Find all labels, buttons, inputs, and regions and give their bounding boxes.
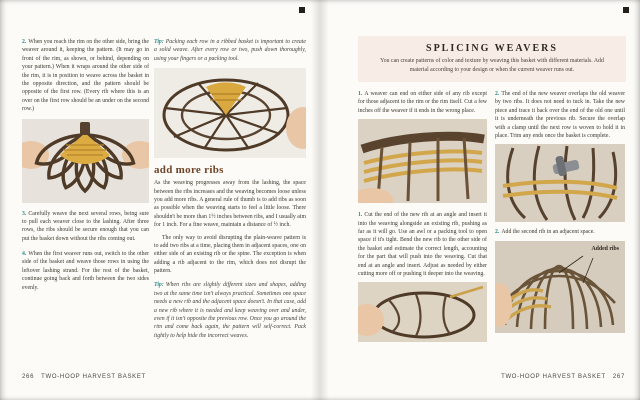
step-number: 1. [358, 212, 363, 219]
left-page-column-2 [154, 38, 306, 340]
step-text: Add the second rib in an adjacent space. [501, 229, 595, 236]
page-number: 266 [22, 374, 35, 380]
book-gutter-shadow [311, 0, 329, 400]
step-number: 3. [22, 210, 27, 217]
right-page-footer [501, 374, 625, 380]
photo-weaver-end-at-rim [358, 119, 487, 203]
adding-ribs-step-2-paragraph [495, 228, 625, 236]
step-3-paragraph [22, 210, 149, 244]
photo-basket-frame-ribs [154, 68, 306, 158]
tip-text: Packing each row in a ribbed basket is important to create a solid weave. After every row or two, push down thoroughly, using your fingers or a packing tool. [154, 39, 306, 62]
photo-overlap-with-clamp [495, 144, 625, 222]
adding-ribs-step-1-paragraph [358, 211, 487, 278]
add-more-ribs-heading: add more ribs [154, 164, 224, 177]
add-more-ribs-paragraph-1: As the weaving progresses away from the lashing, the space between the ribs increases and the weaving becomes loose unless you add more ribs. A general rule of thumb is to add ribs as soon as possible when the weaving starts to feel a little loose. There shouldn't be more than 1½ inches between ribs, and I usually aim for 1 inch. For a fine weave, maintain a distance of ½ inch. [154, 180, 306, 229]
right-page-column-1 [358, 90, 487, 342]
running-title: TWO-HOOP HARVEST BASKET [501, 374, 606, 380]
tip-label: Tip: [154, 282, 164, 289]
right-page-column-2 [495, 90, 625, 333]
photo-inserting-new-rib [358, 282, 487, 342]
rim-closeup-illustration [358, 119, 487, 203]
photo-hands-weaving-rim [22, 119, 149, 203]
tip-text: When ribs are slightly different sizes and shapes, adding two at the same time isn't always practical. Sometimes one space needs a new rib and the adjacent space doesn't. In that case, add a new rib where it is needed and keep weaving over and under, even if it isn't opposite the previous row. Once you go around the rim and come back again, the pattern will self-correct. Pack tightly to help hide the incorrect weaves. [154, 282, 306, 339]
splicing-weavers-box [358, 36, 626, 82]
step-text: The end of the new weaver overlaps the old weaver by two ribs. It does not need to tuck in. Take the new piece and trace it back over the end of the old one until it is underneath the previous rib. Secure the overlap with a clamp until the next row is woven to hold it in place. Trim any ends once the basket is complete. [495, 91, 625, 139]
step-text: Cut the end of the new rib at an angle and insert it into the weaving alongside an existing rib, pushing as far as it will go. Use an awl or a packing tool to open space if it's tight. Bend the new rib to the other side of the basket and estimate the correct length, accounting for the part that will push into the weaving. Cut that end at an angle and insert. Adjust as needed by either cutting more off or pushing it deeper into the weaving. [358, 212, 487, 277]
tip-packing-paragraph [154, 38, 306, 63]
photo-added-ribs [495, 241, 625, 333]
step-text: When you reach the rim on the other side, bring the weaver around it, keeping the pattern. (It may go in front of the rim, as shown, or behind, depending on your pattern.) When it wraps around the other side of the rim, it is in position to weave across the basket in the opposite direction, and the pattern should be opposite of the first row. (Every rib where this is an over on the first row should be an under on the second row.) [22, 39, 149, 113]
step-number: 2. [22, 39, 27, 45]
splicing-weavers-intro: You can create patterns of color and texture by weaving this basket with different materials. Add material according to your design or when the current weaver runs out. [380, 58, 604, 73]
step-number: 2. [495, 91, 500, 97]
basket-weaving-illustration [22, 119, 149, 203]
step-text: Carefully weave the next several rows, being sure to pull each weaver close to the lashing. After three rows, the ribs should be secure enough that you can put the basket down without the ribs coming out. [22, 210, 149, 242]
running-title: TWO-HOOP HARVEST BASKET [41, 374, 146, 380]
step-text: When the first weaver runs out, switch to the other side of the basket and weave those rows in using the leftover lashing strand. For the rest of the basket, continue going back and forth between the two sides evenly. [22, 251, 149, 291]
page-number: 267 [612, 374, 625, 380]
step-number: 1. [358, 91, 363, 97]
left-page-footer [22, 374, 146, 380]
step-2-paragraph [22, 38, 149, 114]
added-ribs-annotation: Added ribs [591, 245, 619, 252]
step-number: 2. [495, 229, 500, 236]
basket-frame-illustration [154, 68, 306, 158]
page-edge-marker [299, 7, 305, 13]
splicing-step-2-paragraph [495, 90, 625, 140]
splicing-weavers-title: SPLICING WEAVERS [426, 43, 558, 54]
added-ribs-illustration [495, 241, 625, 333]
left-page-column-1 [22, 38, 149, 292]
rib-insertion-illustration [358, 282, 487, 342]
step-number: 4. [22, 251, 27, 258]
tip-label: Tip: [154, 39, 164, 45]
tip-uneven-ribs-paragraph [154, 281, 306, 340]
step-text: A weaver can end on either side of any rib except for those adjacent to the rim or the rim itself. Cut a few inches off the weaver if it ends in the wrong place. [358, 91, 487, 114]
add-more-ribs-paragraph-2: The only way to avoid disrupting the plain-weave pattern is to add two ribs at a time, placing them in adjacent spaces, one on either side of an existing rib or the spine. The exception is when adding a rib adjacent to the rim, which does not disrupt the pattern. [154, 234, 306, 275]
page-edge-marker [623, 7, 629, 13]
clamped-overlap-illustration [495, 144, 625, 222]
splicing-step-1-paragraph [358, 90, 487, 115]
step-4-paragraph [22, 250, 149, 292]
right-page [320, 0, 640, 400]
